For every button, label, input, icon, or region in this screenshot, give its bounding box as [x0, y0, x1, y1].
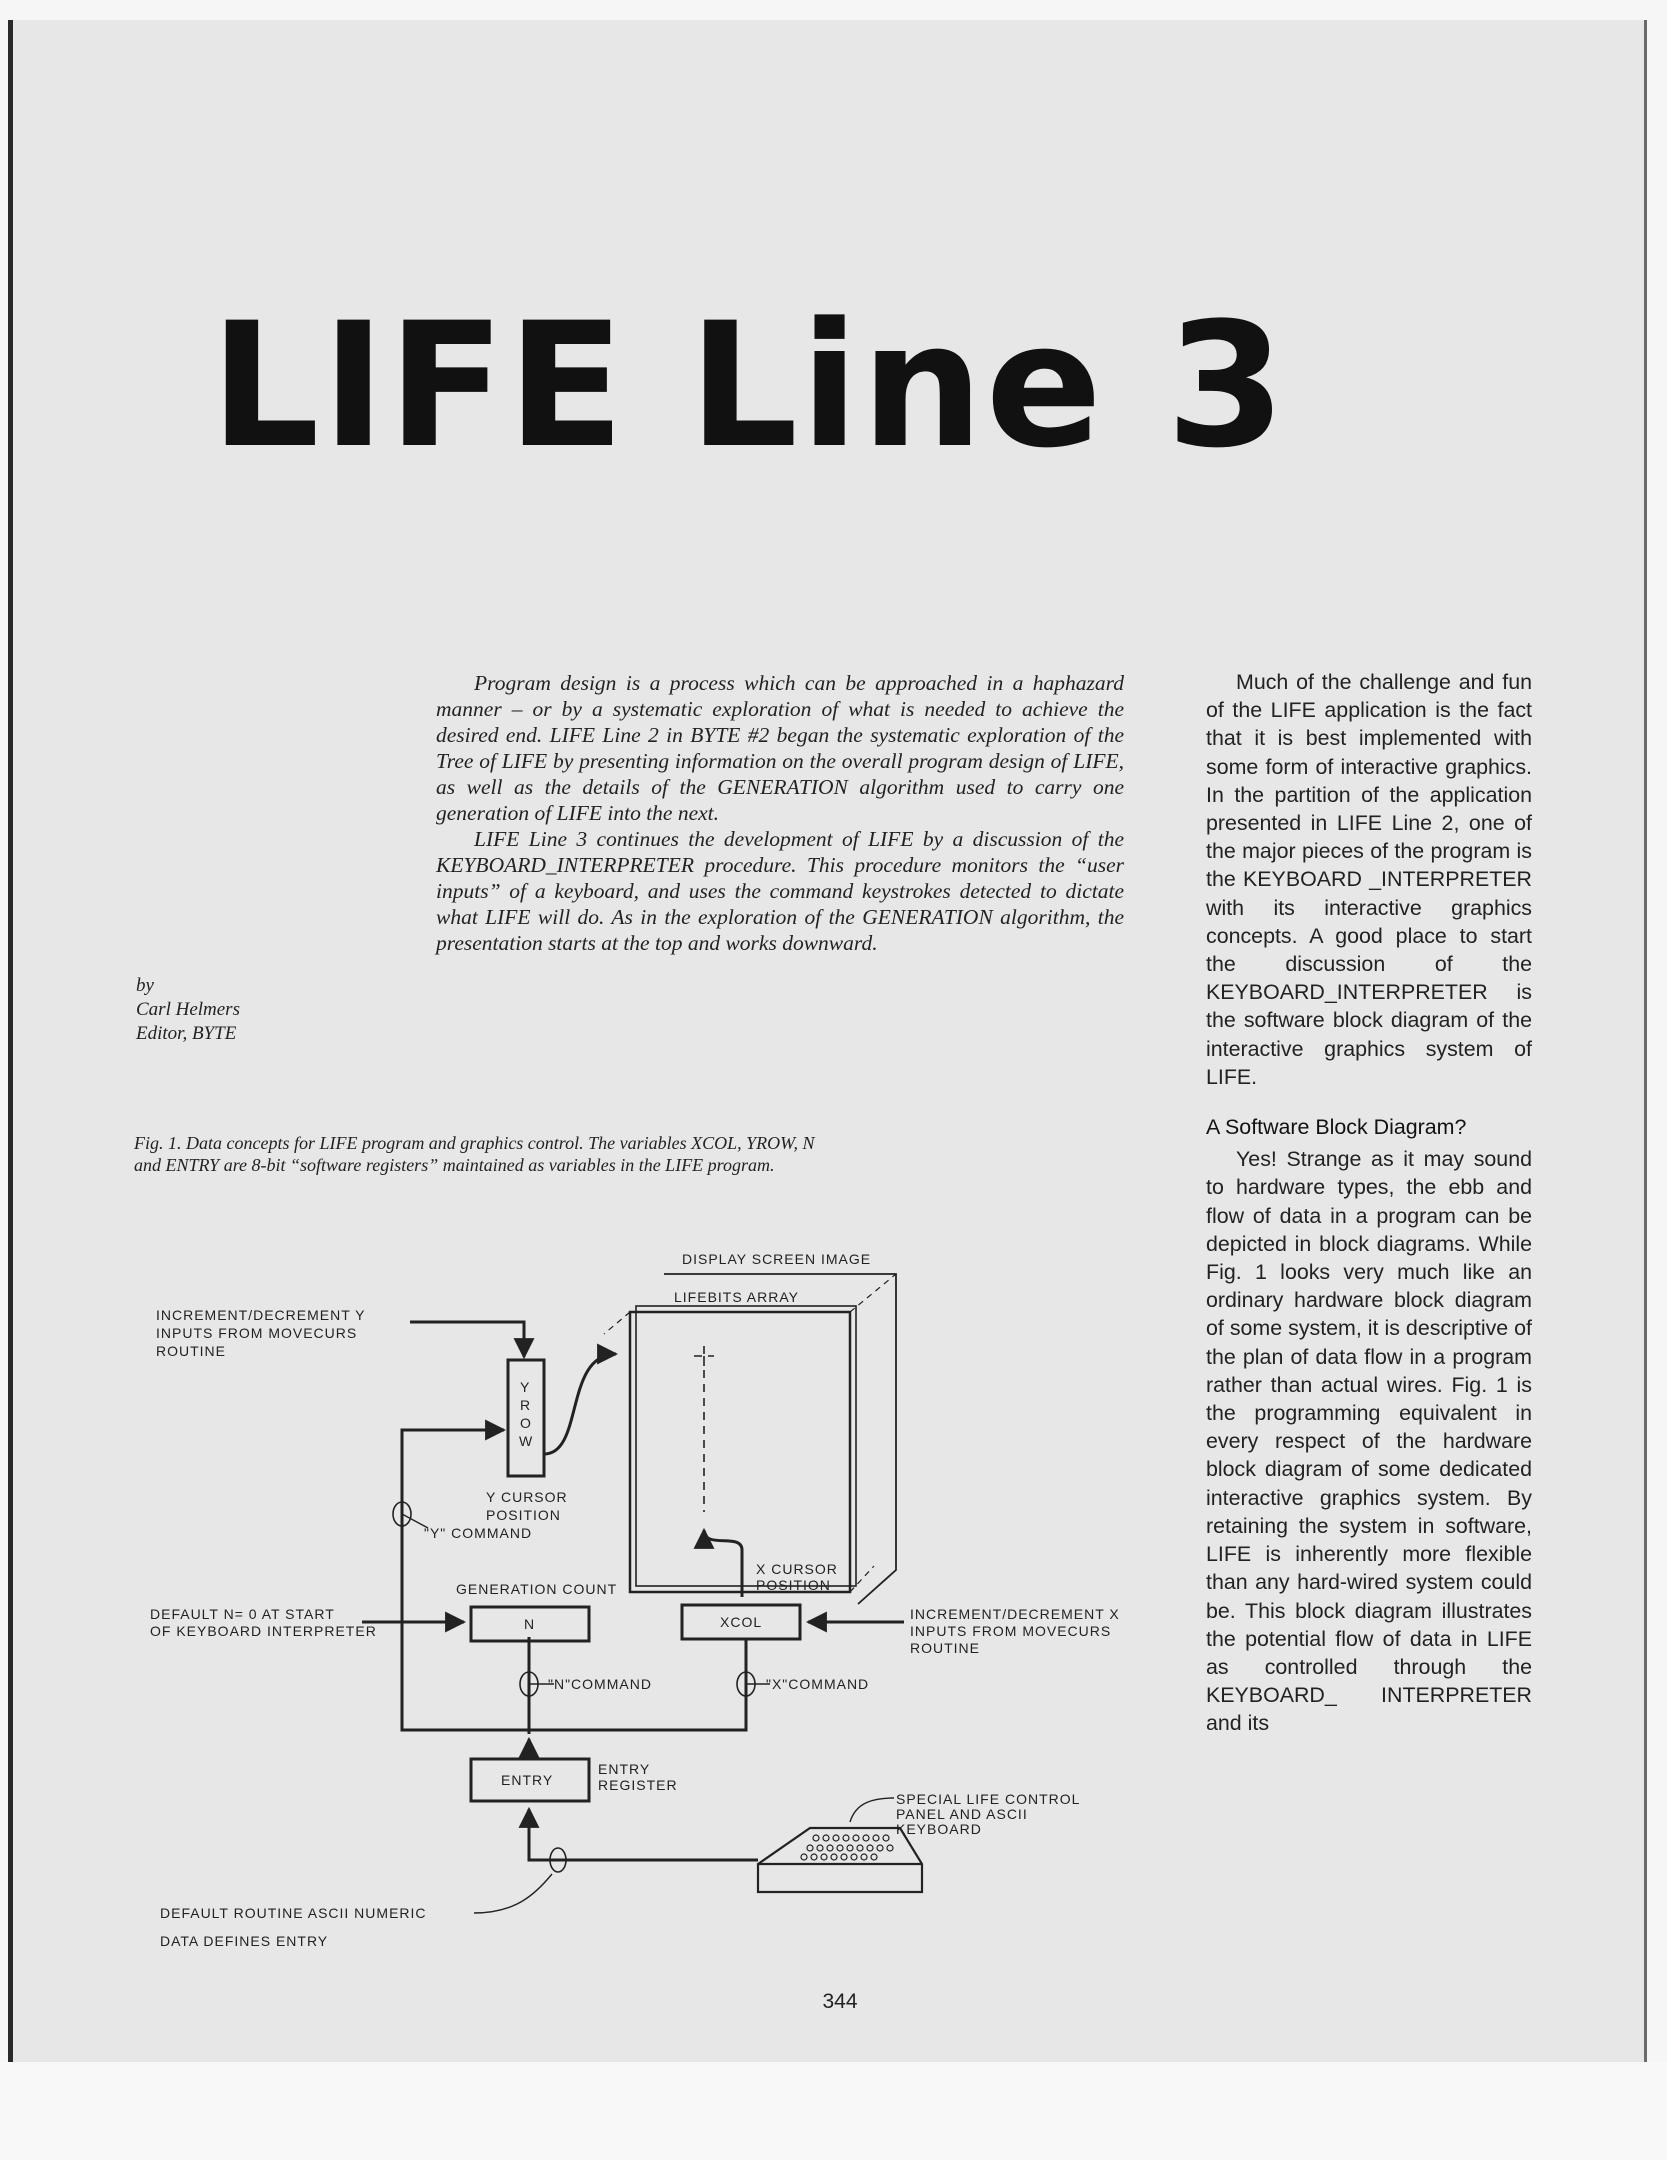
keyboard-label: SPECIAL LIFE CONTROL — [896, 1791, 1081, 1807]
n-command-label: "N"COMMAND — [548, 1676, 652, 1692]
y-cursor-position-label: Y CURSOR — [486, 1489, 568, 1505]
entry-register-caption: REGISTER — [598, 1777, 678, 1793]
default-routine-label: DATA DEFINES ENTRY — [160, 1933, 329, 1949]
y-command-label: "Y" COMMAND — [424, 1525, 533, 1541]
screen-frame — [664, 1274, 896, 1604]
entry-register-label: ENTRY — [501, 1772, 554, 1788]
body-paragraph: Much of the challenge and fun of the LIFE application is the fact that it is best implemented with some form of interactive graphics. In the partition of the application presented in LIFE Line 2, one of the major pieces of the program is the KEYBOARD _INTERPRETER with its interactive graphics concepts. A good place to start the discussion of the KEYBOARD_INTERPRETER is the software block diagram of the interactive graphics system of LIFE. — [1206, 670, 1532, 1089]
page-number: 344 — [822, 1990, 858, 2013]
keyboard-key — [851, 1854, 857, 1860]
keyboard-key — [811, 1854, 817, 1860]
display-screen-image-label: DISPLAY SCREEN IMAGE — [682, 1251, 872, 1267]
keyboard-label: PANEL AND ASCII — [896, 1806, 1028, 1822]
default-routine-leader — [474, 1874, 552, 1913]
keyboard-key — [833, 1835, 839, 1841]
figure-caption: Fig. 1. Data concepts for LIFE program and graphics control. The variables XCOL, YROW, N and ENTRY are 8-bit “software registers” maintained as variables in the LIFE program. — [134, 1133, 815, 1175]
keyboard-key — [847, 1845, 853, 1851]
keyboard-key — [841, 1854, 847, 1860]
lifebits-array-box — [630, 1312, 850, 1592]
default-n-label: OF KEYBOARD INTERPRETER — [150, 1623, 377, 1639]
keyboard-key — [853, 1835, 859, 1841]
body-column — [1206, 668, 1532, 1738]
keyboard-keys — [801, 1835, 893, 1860]
keyboard-key — [827, 1845, 833, 1851]
keyboard-label: KEYBOARD — [896, 1821, 982, 1837]
display-screen — [604, 1274, 896, 1604]
keyboard-key — [887, 1845, 893, 1851]
scan-background — [0, 2062, 1667, 2160]
yrow-letter: Y — [520, 1379, 531, 1395]
default-routine-label: DEFAULT ROUTINE ASCII NUMERIC — [160, 1905, 427, 1921]
keyboard-key — [883, 1835, 889, 1841]
keyboard-key — [807, 1845, 813, 1851]
x-input-label: INCREMENT/DECREMENT X — [910, 1606, 1120, 1622]
keyboard-icon — [758, 1828, 922, 1892]
intro-paragraph: LIFE Line 3 continues the development of LIFE by a discussion of the KEYBOARD_INTERPRETER procedure. This procedure monitors the “user inputs” of a keyboard, and uses the command keystrokes detected to dictate what LIFE will do. As in the exploration of the GENERATION algorithm, the presentation starts at the top and works downward. — [436, 827, 1124, 955]
x-to-screen — [704, 1530, 742, 1597]
screen-depth-line — [604, 1312, 630, 1334]
keyboard-key — [831, 1854, 837, 1860]
cursor-crosshair — [694, 1346, 714, 1512]
keyboard-key — [823, 1835, 829, 1841]
keyboard-key — [873, 1835, 879, 1841]
x-cursor-position-label: X CURSOR — [756, 1561, 838, 1577]
keyboard-key — [877, 1845, 883, 1851]
xcol-register-label: XCOL — [720, 1614, 763, 1630]
default-n-label: DEFAULT N= 0 AT START — [150, 1606, 335, 1622]
screen-back-box — [636, 1306, 856, 1586]
yrow-letter: W — [519, 1433, 534, 1449]
keyboard-body — [758, 1828, 922, 1892]
intro-abstract — [436, 670, 1124, 956]
x-input-label: ROUTINE — [910, 1640, 980, 1656]
block-diagram — [134, 1232, 1144, 1952]
y-input-label: INPUTS FROM MOVECURS — [156, 1325, 358, 1341]
keyboard-leader — [850, 1798, 894, 1822]
y-input-line — [410, 1322, 524, 1357]
page-edge-right — [1644, 20, 1647, 2062]
keyboard-key — [801, 1854, 807, 1860]
x-cursor-position-label: POSITION — [756, 1577, 831, 1593]
y-input-label: ROUTINE — [156, 1343, 226, 1359]
byline — [136, 974, 336, 1046]
x-input-label: INPUTS FROM MOVECURS — [910, 1623, 1112, 1639]
keyboard-key — [857, 1845, 863, 1851]
yrow-letter: R — [520, 1397, 532, 1413]
screen-depth-line — [850, 1566, 874, 1592]
y-input-label: INCREMENT/DECREMENT Y — [156, 1307, 366, 1323]
body-paragraph: Yes! Strange as it may sound to hardware types, the ebb and flow of data in a program can be depicted in block diagrams. While Fig. 1 looks very much like an ordinary hardware block diagram of some system, it is descriptive of the plan of data flow in a program rather than actual wires. Fig. 1 is the programming equivalent in every respect of the hardware block diagram of some dedicated interactive graphics system. By retaining the system in software, LIFE is inherently more flexible than any hard-wired system could be. This block diagram illustrates the potential flow of data in LIFE as controlled through the KEYBOARD_ INTERPRETER and its — [1206, 1147, 1532, 1736]
yrow-to-screen — [544, 1354, 616, 1454]
lifebits-array-label: LIFEBITS ARRAY — [674, 1289, 799, 1305]
n-register-label: N — [524, 1616, 536, 1632]
y-cursor-position-label: POSITION — [486, 1507, 561, 1523]
keyboard-key — [837, 1845, 843, 1851]
article-title: LIFE Line 3 — [210, 285, 1288, 486]
byline-author: Carl Helmers — [136, 999, 240, 1020]
entry-register-caption: ENTRY — [598, 1761, 651, 1777]
keyboard-key — [867, 1845, 873, 1851]
x-command-label: "X"COMMAND — [766, 1676, 870, 1692]
generation-count-label: GENERATION COUNT — [456, 1581, 618, 1597]
keyboard-key — [843, 1835, 849, 1841]
keyboard-key — [821, 1854, 827, 1860]
keyboard-key — [863, 1835, 869, 1841]
keyboard-key — [813, 1835, 819, 1841]
byline-role: Editor, BYTE — [136, 1023, 237, 1044]
section-heading: A Software Block Diagram? — [1206, 1115, 1467, 1140]
yrow-letter: O — [520, 1415, 532, 1431]
byline-by: by — [136, 975, 154, 996]
intro-paragraph: Program design is a process which can be approached in a haphazard manner – or by a systematic exploration of what is needed to achieve the desired end. LIFE Line 2 in BYTE #2 began the systematic exploration of the Tree of LIFE by presenting information on the overall program design of LIFE, as well as the details of the GENERATION algorithm used to carry one generation of LIFE into the next. — [436, 671, 1124, 825]
keyboard-key — [817, 1845, 823, 1851]
keyboard-key — [861, 1854, 867, 1860]
keyboard-key — [871, 1854, 877, 1860]
screen-depth-line — [850, 1274, 896, 1312]
